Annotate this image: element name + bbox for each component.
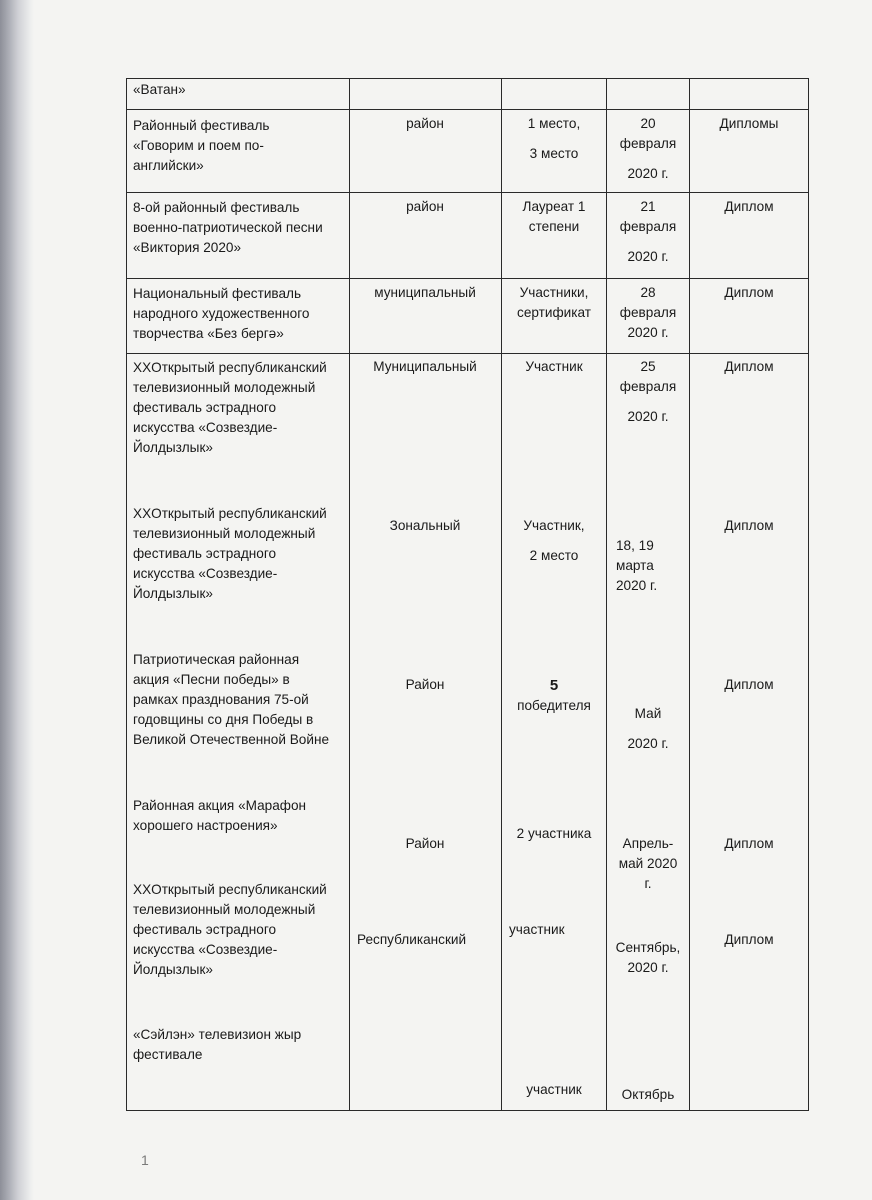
row-event: XXОткрытый республиканский телевизионный молодежный фестиваль эстрадного искусства «Созвездие- Йолдызлык» bbox=[133, 882, 327, 977]
row-level: муниципальный bbox=[374, 285, 476, 300]
row-event: Патриотическая районная акция «Песни победы» в рамках празднования 75-ой годовщины со дня Победы в Великой Отечественной Войне bbox=[133, 652, 330, 747]
row-date: Сентябрь, 2020 г. bbox=[615, 940, 681, 975]
row-level: Муниципальный bbox=[373, 359, 477, 374]
grid-line bbox=[126, 192, 809, 193]
row-result: 2 участника bbox=[516, 826, 592, 841]
row-award: Дипломы bbox=[719, 116, 779, 131]
row-level: район bbox=[406, 199, 444, 214]
row-level: район bbox=[406, 116, 444, 131]
grid-line bbox=[689, 78, 690, 1110]
row-event: Районный фестиваль «Говорим и поем по- английски» bbox=[133, 118, 270, 173]
margin-mark: 1 bbox=[141, 1152, 149, 1168]
row-award: Диплом bbox=[724, 285, 774, 300]
grid-line bbox=[126, 78, 127, 1110]
grid-line bbox=[126, 353, 809, 354]
row-award: Диплом bbox=[724, 932, 774, 947]
row-date: 28 февраля 2020 г. bbox=[619, 285, 677, 340]
row-date: Октябрь bbox=[621, 1087, 675, 1102]
grid-line bbox=[349, 78, 350, 1110]
row-date: 18, 19 марта 2020 г. bbox=[616, 538, 658, 593]
row-event: Национальный фестиваль народного художественного творчества «Без бергә» bbox=[133, 286, 310, 341]
row-award: Диплом bbox=[724, 199, 774, 214]
row-level: Район bbox=[405, 836, 445, 851]
row-level: Республиканский bbox=[357, 932, 467, 947]
row-award: Диплом bbox=[724, 677, 774, 692]
row-result: участник bbox=[509, 922, 565, 937]
row-date: Май 2020 г. bbox=[627, 706, 669, 751]
row-result: Участник bbox=[525, 359, 583, 374]
grid-line bbox=[808, 78, 809, 1110]
row-award: Диплом bbox=[724, 359, 774, 374]
row-result: Участник, 2 место bbox=[523, 518, 585, 563]
row-award: Диплом bbox=[724, 518, 774, 533]
row-result: 1 место, 3 место bbox=[527, 116, 581, 161]
row-result: Лауреат 1 степени bbox=[522, 199, 586, 234]
row-event: «Сэйлэн» телевизион жыр фестивале bbox=[133, 1027, 302, 1062]
row-result: Участники, сертификат bbox=[517, 285, 591, 320]
row-event: «Ватан» bbox=[133, 82, 186, 97]
row-award: Диплом bbox=[724, 836, 774, 851]
row-result: участник bbox=[526, 1082, 582, 1097]
row-date: 20 февраля 2020 г. bbox=[619, 116, 677, 181]
row-event: XXОткрытый республиканский телевизионный молодежный фестиваль эстрадного искусства «Созвездие- Йолдызлык» bbox=[133, 360, 327, 455]
row-event: 8-ой районный фестиваль военно-патриотической песни «Виктория 2020» bbox=[133, 200, 323, 255]
row-date: 25 февраля 2020 г. bbox=[619, 359, 677, 424]
row-level: Район bbox=[405, 677, 445, 692]
row-level: Зональный bbox=[389, 518, 461, 533]
grid-line bbox=[126, 109, 809, 110]
grid-line bbox=[126, 1110, 809, 1111]
grid-line bbox=[126, 278, 809, 279]
row-result: 5 победителя bbox=[517, 677, 591, 713]
row-date: Апрель- май 2020 г. bbox=[618, 836, 678, 891]
grid-line bbox=[126, 78, 809, 79]
row-event: Районная акция «Марафон хорошего настроения» bbox=[133, 798, 307, 833]
row-event: XXОткрытый республиканский телевизионный молодежный фестиваль эстрадного искусства «Созвездие- Йолдызлык» bbox=[133, 506, 327, 601]
row-date: 21 февраля 2020 г. bbox=[619, 199, 677, 264]
